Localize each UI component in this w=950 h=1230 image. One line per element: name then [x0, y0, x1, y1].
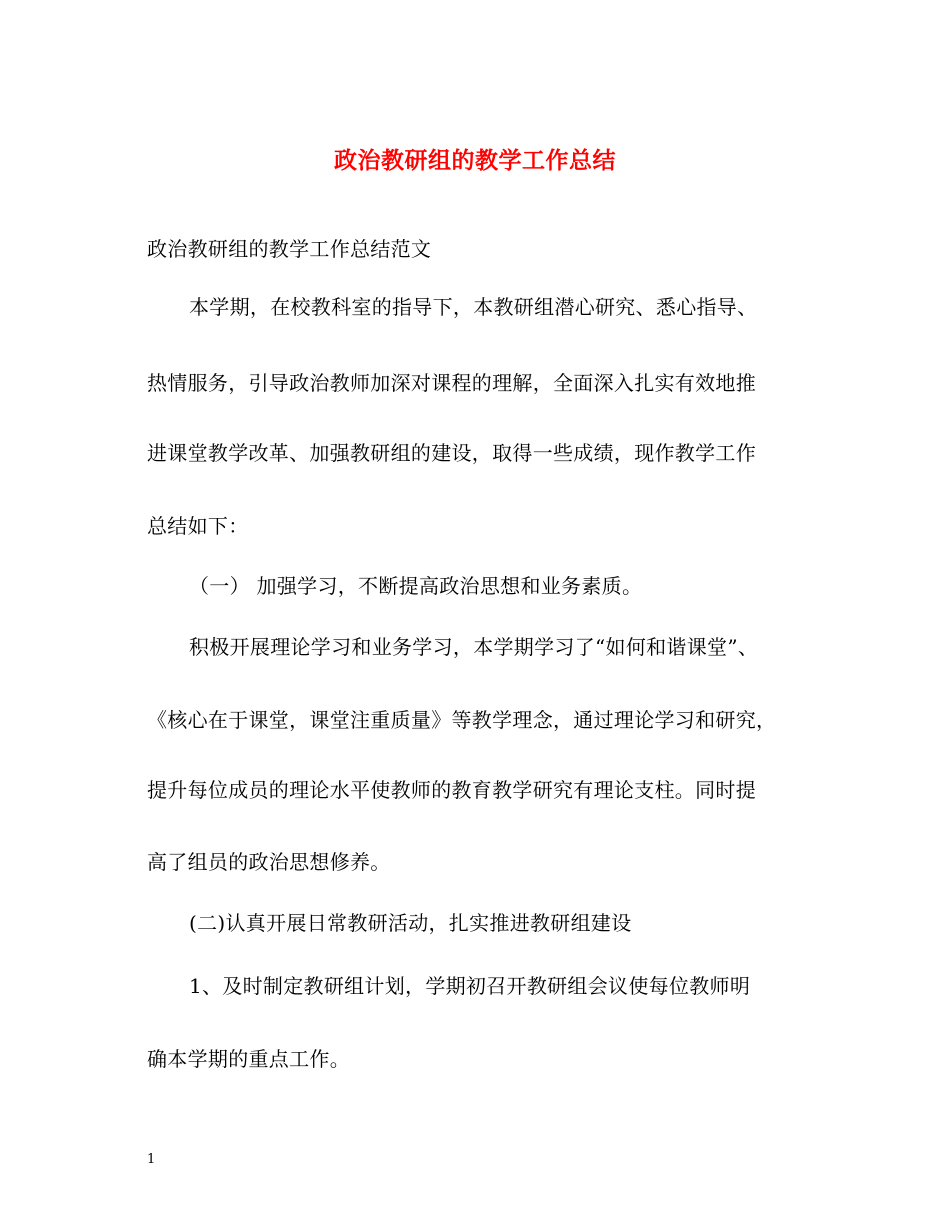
- page-number: 1: [147, 1152, 156, 1167]
- paragraph-line: 提升每位成员的理论水平使教师的教育教学研究有理论支柱。同时提: [147, 778, 756, 802]
- paragraph-line: 总结如下：: [147, 514, 249, 538]
- paragraph-line: 高了组员的政治思想修养。: [147, 850, 391, 874]
- paragraph-line: 积极开展理论学习和业务学习，本学期学习了“如何和谐课堂”、: [189, 635, 759, 659]
- paragraph-line: 1、及时制定教研组计划，学期初召开教研组会议使每位教师明: [189, 974, 751, 998]
- document-title: 政治教研组的教学工作总结: [334, 147, 616, 174]
- document-subtitle: 政治教研组的教学工作总结范文: [147, 237, 432, 261]
- paragraph-line: 本学期，在校教科室的指导下，本教研组潜心研究、悉心指导、: [189, 295, 758, 319]
- paragraph-line: 确本学期的重点工作。: [147, 1047, 350, 1071]
- paragraph-line: 热情服务，引导政治教师加深对课程的理解，全面深入扎实有效地推: [147, 371, 756, 395]
- section-heading: （一） 加强学习，不断提高政治思想和业务素质。: [189, 574, 643, 598]
- paragraph-line: 进课堂教学改革、加强教研组的建设，取得一些成绩，现作教学工作: [147, 441, 756, 465]
- section-heading: (二)认真开展日常教研活动，扎实推进教研组建设: [189, 911, 632, 935]
- paragraph-line: 《核心在于课堂，课堂注重质量》等教学理念，通过理论学习和研究，: [147, 708, 777, 732]
